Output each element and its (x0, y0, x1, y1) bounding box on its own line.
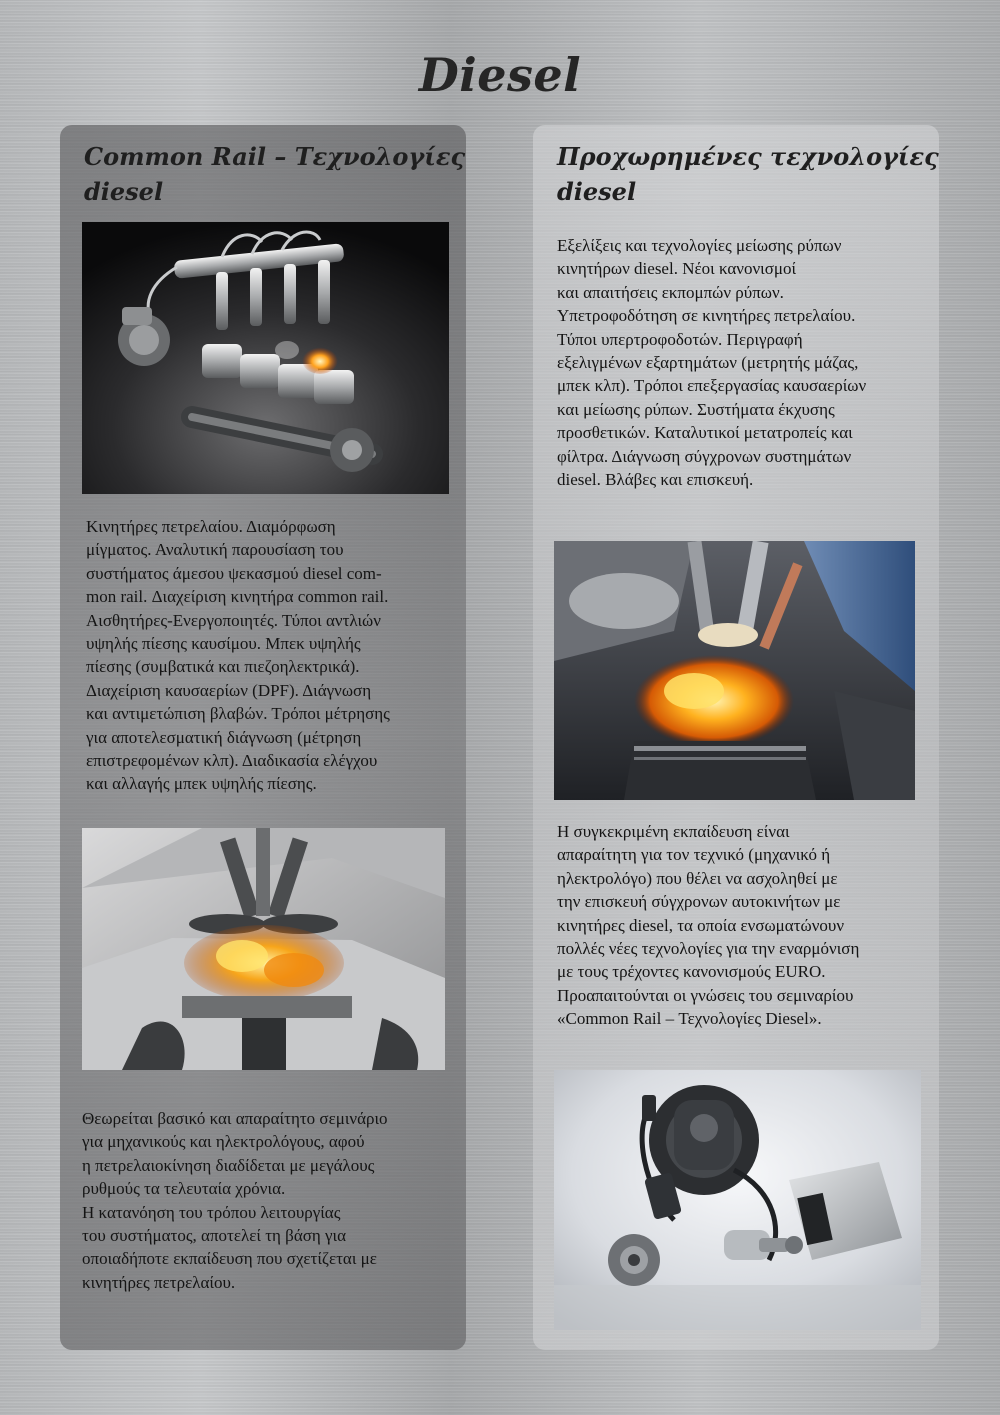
left-paragraph-1 (86, 515, 390, 796)
right-p1-line: Υπετροφοδότηση σε κινητήρες πετρελαίου. (557, 306, 856, 326)
right-p1-line: φίλτρα. Διάγνωση σύγχρονων συστημάτων (557, 446, 852, 466)
left-p2-line: κινητήρες πετρελαίου. (82, 1272, 236, 1292)
left-p2-line: ρυθμούς τα τελευταία χρόνια. (82, 1179, 286, 1199)
right-paragraph-1 (557, 234, 866, 491)
right-panel-heading (557, 139, 939, 209)
right-p2-line: την επισκευή σύγχρονων αυτοκινήτων με (557, 892, 841, 912)
right-p1-line: και μείωσης ρύπων. Συστήματα έκχυσης (557, 399, 835, 419)
left-p1-line: υψηλής πίεσης καυσίμου. Μπεκ υψηλής (86, 634, 361, 654)
cylinder-combustion-image (554, 541, 915, 800)
right-p2-line: ηλεκτρολόγο) που θέλει να ασχοληθεί με (557, 868, 838, 888)
left-paragraph-2 (82, 1107, 388, 1294)
diesel-components-image (554, 1070, 921, 1330)
right-p1-line: εξελιγμένων εξαρτημάτων (μετρητής μάζας, (557, 353, 859, 373)
left-p1-line: mon rail. Διαχείριση κινητήρα common rail. (86, 587, 389, 607)
right-p1-line: μπεκ κλπ). Τρόποι επεξεργασίας καυσαερίων (557, 376, 867, 396)
left-panel-heading (84, 139, 465, 209)
right-p1-line: diesel. Βλάβες και επισκευή. (557, 470, 754, 490)
right-p2-line: «Common Rail – Τεχνολογίες Diesel». (557, 1009, 822, 1029)
left-p1-line: Κινητήρες πετρελαίου. Διαμόρφωση (86, 517, 336, 536)
left-heading-line-2: diesel (84, 177, 164, 206)
right-p1-line: κινητήρων diesel. Νέοι κανονισμοί (557, 259, 797, 279)
left-p2-line: οποιαδήποτε εκπαίδευση που σχετίζεται με (82, 1249, 377, 1269)
right-p1-line: Εξελίξεις και τεχνολογίες μείωσης ρύπων (557, 236, 842, 255)
right-p2-line: Προαπαιτούνται οι γνώσεις του σεμιναρίου (557, 985, 854, 1005)
right-p1-line: προσθετικών. Καταλυτικοί μετατροπείς και (557, 423, 853, 443)
left-heading-line-1: Common Rail – Τεχνολογίες (84, 142, 466, 171)
left-p1-line: συστήματος άμεσου ψεκασμού diesel com- (86, 563, 382, 583)
right-p2-line: απαραίτητη για τον τεχνικό (μηχανικό ή (557, 845, 831, 865)
left-p2-line: του συστήματος, αποτελεί τη βάση για (82, 1226, 347, 1246)
left-p1-line: επιστρεφομένων κλπ). Διαδικασία ελέγχου (86, 751, 378, 771)
combustion-chamber-image (82, 828, 445, 1070)
left-p1-line: Διαχείριση καυσαερίων (DPF). Διάγνωση (86, 680, 372, 700)
left-p1-line: μίγματος. Αναλυτική παρουσίαση του (86, 540, 344, 560)
right-paragraph-2 (557, 820, 859, 1031)
right-p1-line: και απαιτήσεις εκπομπών ρύπων. (557, 282, 784, 302)
left-p1-line: για αποτελεσματική διάγνωση (μέτρηση (86, 727, 362, 747)
right-heading-line-1: Προχωρημένες τεχνολογίες (557, 142, 939, 171)
left-p2-line: Θεωρείται βασικό και απαραίτητο σεμινάριο (82, 1109, 388, 1128)
left-p1-line: πίεσης (συμβατικά και πιεζοηλεκτρικά). (86, 657, 360, 677)
right-p2-line: Η συγκεκριμένη εκπαίδευση είναι (557, 822, 790, 841)
left-p2-line: για μηχανικούς και ηλεκτρολόγους, αφού (82, 1132, 365, 1152)
page-title: Diesel (418, 48, 582, 102)
left-p1-line: Αισθητήρες-Ενεργοποιητές. Τύποι αντλιών (86, 610, 381, 630)
right-heading-line-2: diesel (557, 177, 637, 206)
left-p2-line: η πετρελαιοκίνηση διαδίδεται με μεγάλους (82, 1155, 375, 1175)
left-p1-line: και αντιμετώπιση βλαβών. Τρόποι μέτρησης (86, 704, 390, 724)
left-p2-line: Η κατανόηση του τρόπου λειτουργίας (82, 1202, 341, 1222)
left-p1-line: και αλλαγής μπεκ υψηλής πίεσης. (86, 774, 317, 794)
common-rail-system-image (82, 222, 449, 494)
right-p2-line: πολλές νέες τεχνολογίες για την εναρμόνιση (557, 939, 860, 959)
right-p1-line: Τύποι υπερτροφοδοτών. Περιγραφή (557, 329, 803, 349)
right-p2-line: με τους τρέχοντες κανονισμούς EURO. (557, 962, 826, 982)
right-p2-line: κινητήρες diesel, τα οποία ενσωματώνουν (557, 915, 845, 935)
